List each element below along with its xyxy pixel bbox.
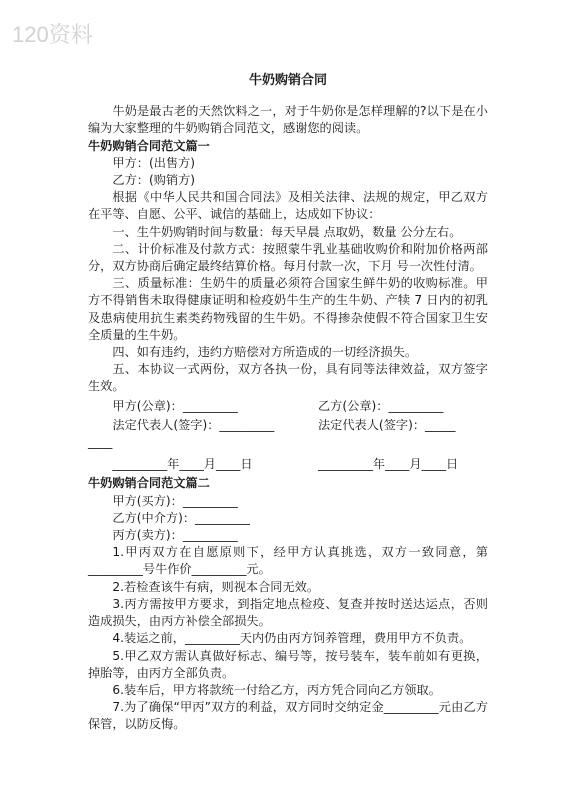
section-heading-2: 牛奶购销合同范文篇二 — [88, 476, 210, 491]
party-b-date: _________年____月____日 — [318, 457, 459, 472]
term-3: 3.丙方需按甲方要求，到指定地点检疫、复查并按时送达运点，否则造成损失，由丙方补偿全部损失。 — [88, 596, 488, 629]
clause-2: 二、计价标准及付款方式：按照蒙牛乳业基础收购价和附加价格两部分，双方协商后确定最终结算价格。每月付款一次，下月 号一次性付清。 — [88, 241, 488, 274]
term-4: 4.装运之前，_________天内仍由丙方饲养管理，费用甲方不负责。 — [112, 631, 472, 646]
term-5: 5.甲乙双方需认真做好标志、编号等，按号装车，装车前如有更换，掉胎等，由丙方全部负责。 — [88, 648, 488, 680]
watermark: 120资料 — [12, 22, 93, 47]
party-a-representative: 法定代表人(签字)：_________ — [112, 417, 275, 432]
clause-5: 五、本协议一式两份，双方各执一份，具有同等法律效益，双方签字生效。 — [88, 362, 488, 394]
document-title: 牛奶购销合同 — [248, 73, 327, 88]
agent-line: 乙方(中介方)：_________ — [112, 510, 250, 525]
party-a-date: _________年____月____日 — [112, 457, 253, 472]
party-a-seal: 甲方(公章)：_________ — [112, 398, 238, 413]
clause-3: 三、质量标准：生奶牛的质量必须符合国家生鲜牛奶的收购标准。甲方不得销售未取得健康证明和检疫奶牛生产的生牛奶、产犊 7 日内的初乳及患病使用抗生素类药物残留的生牛奶。不得掺杂使假不符合国家卫生安全质量的生牛奶。 — [88, 276, 488, 342]
clause-basis: 根据《中华人民共和国合同法》及相关法律、法规的规定，甲乙双方在平等、自愿、公平、诚信的基础上，达成如下协议： — [88, 190, 488, 222]
clause-1: 一、生牛奶购销时间与数量：每天早晨 点取奶，数量 公分左右。 — [112, 224, 462, 239]
term-6: 6.装车后，甲方将款统一付给乙方，丙方凭合同向乙方领取。 — [112, 682, 441, 697]
party-b-seal: 乙方(公章)：_________ — [318, 398, 444, 413]
term-1: 1.甲丙双方在自愿原则下，经甲方认真挑选，双方一致同意，第_________号牛作价_________元。 — [88, 545, 488, 577]
intro-paragraph: 牛奶是最古老的天然饮料之一，对于牛奶你是怎样理解的?以下是在小编为大家整理的牛奶购销合同范文，感谢您的阅读。 — [88, 104, 488, 136]
seller-line: 丙方(卖方)：_________ — [112, 528, 238, 543]
section-heading-1: 牛奶购销合同范文篇一 — [88, 138, 210, 153]
term-7: 7.为了确保“甲丙”双方的利益，双方同时交纳定金_________元由乙方保管，以防反悔。 — [88, 700, 488, 732]
buyer-line: 甲方(买方)：_________ — [112, 493, 238, 508]
party-b-line: 乙方：(购销方) — [112, 173, 196, 188]
representative-tail: ____ — [88, 435, 113, 450]
clause-4: 四、如有违约，违约方赔偿对方所造成的一切经济损失。 — [112, 345, 418, 360]
date-row — [88, 456, 488, 473]
term-2: 2.若检查该牛有病，则视本合同无效。 — [112, 579, 320, 594]
document-body — [88, 62, 488, 734]
representative-row — [88, 417, 488, 434]
seal-row — [88, 398, 488, 415]
party-b-representative: 法定代表人(签字)：_____ — [318, 417, 456, 432]
party-a-line: 甲方：(出售方) — [112, 155, 196, 170]
